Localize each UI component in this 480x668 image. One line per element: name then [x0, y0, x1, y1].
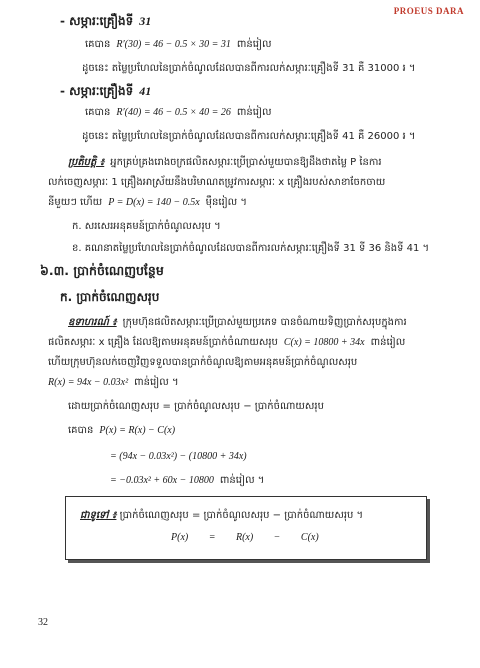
line-label: ប្រតិបត្តិ ៖ [68, 157, 105, 168]
line-unit: ពាន់រៀល [370, 337, 406, 348]
line-text: ក. ប្រាក់ចំណេញសរុប [60, 290, 160, 304]
text-line-11 [72, 242, 435, 256]
line-text: ដូចនេះ តម្លៃប្រហែលនៃប្រាក់ចំណូលដែលបានពីការលក់សម្ភារៈគ្រឿងទី 41 គឺ 26000 ៛ ។ [82, 131, 416, 142]
line-formula: R(x) = 94x − 0.03x² [48, 377, 129, 388]
text-line-20 [110, 450, 253, 464]
text-line-19 [68, 424, 181, 438]
line-unit: ម៉ឺនរៀល ។ [205, 197, 247, 208]
box-row-2: P(x) = R(x) − C(x) [171, 532, 319, 543]
line-formula: 31 [139, 14, 152, 28]
line-text: គេបាន [85, 107, 111, 118]
text-line-6 [82, 130, 421, 144]
line-text: ក. សរសេរអនុគមន៍ប្រាក់ចំណូលសរុប ។ [72, 221, 221, 232]
box-label: ជាទូទៅ ៖ [80, 510, 117, 521]
box-row-1 [80, 509, 363, 523]
text-line-14 [68, 316, 413, 330]
line-text: ដូចនេះ តម្លៃប្រហែលនៃប្រាក់ចំណូលដែលបានពីការលក់សម្ភារៈគ្រឿងទី 31 គឺ 31000 ៛ ។ [82, 63, 416, 74]
text-line-13 [60, 290, 165, 304]
line-formula: 41 [139, 84, 152, 98]
line-text: នីមួយៗ ហើយ [48, 197, 103, 208]
line-formula: R′(40) = 46 − 0.5 × 40 = 26 [116, 107, 231, 118]
line-unit: ពាន់រៀល [236, 39, 272, 50]
page-number: 32 [38, 617, 48, 628]
line-formula: = −0.03x² + 60x − 10800 [110, 475, 214, 486]
text-line-12 [40, 264, 170, 278]
line-formula: P(x) = R(x) − C(x) [99, 425, 176, 436]
line-text: ហើយក្រុមហ៊ុនលក់ចេញវិញទទួលបានប្រាក់ចំណូលឱ្យតាមអនុគមន៍ប្រាក់ចំណូលសរុប [48, 357, 358, 368]
text-line-7 [68, 156, 388, 170]
line-label: ឧទាហរណ៍ ៖ [68, 317, 117, 328]
text-line-8 [48, 176, 391, 190]
line-text: - សម្ភារៈគ្រឿងទី [60, 14, 134, 28]
general-formula-box [65, 496, 427, 560]
text-line-17 [48, 376, 179, 390]
line-unit: ពាន់រៀល ។ [134, 377, 179, 388]
line-text: អ្នកគ្រប់គ្រងរោងចក្រផលិតសម្ភារៈប្រើប្រាស់មួយបានឱ្យដឹងថាតម្លៃ P នៃការ [110, 157, 382, 168]
text-line-16 [48, 356, 363, 370]
text-line-9 [48, 196, 247, 210]
text-line-5 [85, 106, 272, 120]
line-text: គេបាន [85, 39, 111, 50]
line-text: ក្រុមហ៊ុនផលិតសម្ភារៈប្រើប្រាស់មួយប្រភេទ បានចំណាយទិញប្រាក់សរុបក្នុងការ [122, 317, 407, 328]
text-line-2 [85, 38, 272, 52]
line-text: គេបាន [68, 425, 94, 436]
text-line-21 [110, 474, 264, 488]
line-text: ដោយប្រាក់ចំណេញសរុប = ប្រាក់ចំណូលសរុប − ប្រាក់ចំណាយសរុប [68, 401, 324, 412]
text-line-18 [68, 400, 330, 414]
line-text: - សម្ភារៈគ្រឿងទី [60, 84, 134, 98]
line-text: លក់ចេញសម្ភារៈ 1 គ្រឿងអាស្រ័យនឹងបរិមាណតម្រូវការសម្ភារៈ x គ្រឿងរបស់សាខាចែកចាយ [48, 177, 386, 188]
line-formula: P = D(x) = 140 − 0.5x [108, 197, 200, 208]
text-line-4 [60, 84, 157, 98]
line-formula: R′(30) = 46 − 0.5 × 30 = 31 [116, 39, 231, 50]
line-formula: C(x) = 10800 + 34x [283, 337, 365, 348]
box-text: ប្រាក់ចំណេញសរុប = ប្រាក់ចំណូលសរុប − ប្រាក់ចំណាយសរុប ។ [119, 510, 364, 521]
text-line-3 [82, 62, 421, 76]
line-unit: ពាន់រៀល [236, 107, 272, 118]
line-unit: ពាន់រៀល ។ [219, 475, 265, 486]
text-line-1 [60, 14, 157, 28]
line-text: ៦.៣. ប្រាក់ចំណេញបន្ថែម [40, 263, 164, 278]
line-formula: = (94x − 0.03x²) − (10800 + 34x) [110, 451, 247, 462]
text-line-15 [48, 336, 405, 350]
text-line-10 [72, 220, 227, 234]
line-text: ផលិតសម្ភារៈ x គ្រឿង ដែលឱ្យតាមអនុគមន៍ប្រាក់ចំណាយសរុប [48, 337, 278, 348]
line-text: ខ. គណនាតម្លៃប្រហែលនៃប្រាក់ចំណូលដែលបានពីការលក់សម្ភារៈគ្រឿងទី 31 ទី 36 និងទី 41 ។ [72, 243, 430, 254]
watermark: PROEUS DARA [393, 6, 464, 16]
